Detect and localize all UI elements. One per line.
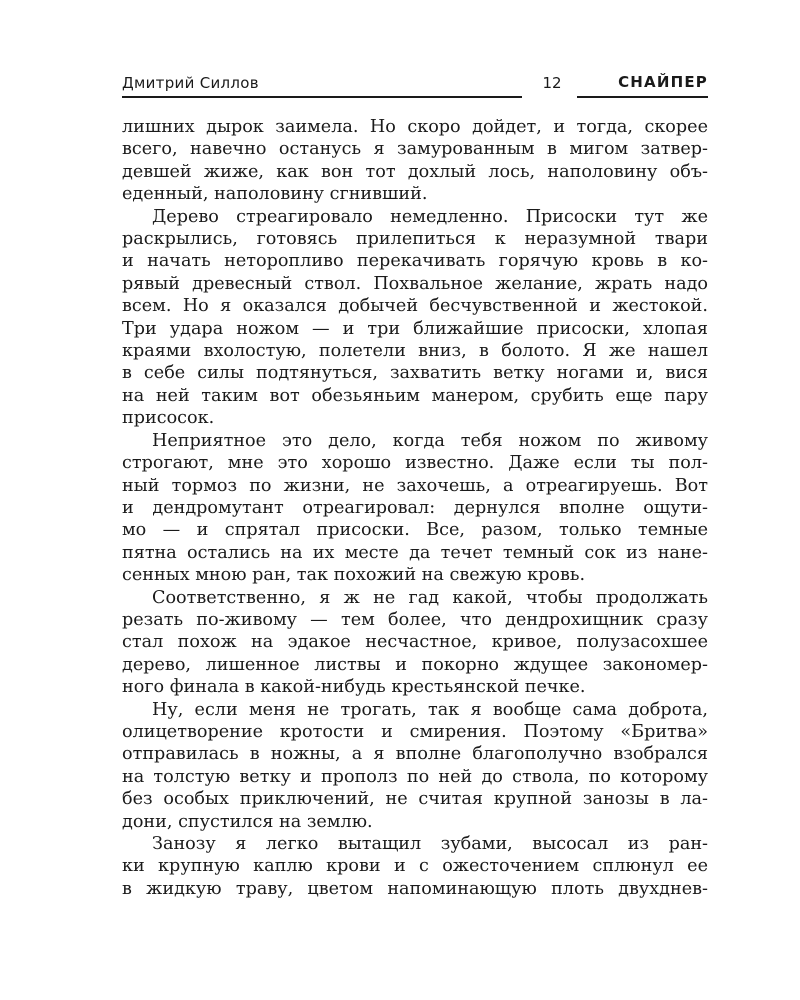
text-line: пятна остались на их месте да течет темный сок из нане- [122, 542, 708, 563]
text-line: присосок. [122, 408, 215, 429]
page-number: 12 [542, 74, 562, 92]
text-line: стал похож на эдакое несчастное, кривое, полузасохшее [122, 632, 708, 653]
text-line: в жидкую траву, цветом напоминающую плоть двухднев- [122, 878, 708, 899]
text-line: дерево, лишенное листвы и покорно ждущее закономер- [122, 654, 708, 675]
text-line: в себе силы подтянуться, захватить ветку ногами и, вися [122, 363, 708, 384]
body-text [122, 116, 708, 900]
text-line: Занозу я легко вытащил зубами, высосал из ран- [152, 834, 708, 854]
text-line: строгают, мне это хорошо известно. Даже если ты пол- [122, 453, 708, 474]
text-line: лишних дырок заимела. Но скоро дойдет, и тогда, скорее [122, 117, 708, 137]
text-line: и дендромутант отреагировал: дернулся вполне ощути- [122, 497, 708, 518]
text-line: Соответственно, я ж не гад какой, чтобы продолжать [152, 587, 708, 608]
text-line: отправилась в ножны, а я вполне благополучно взобрался [122, 744, 708, 765]
text-line: раскрылись, готовясь прилепиться к неразумной твари [122, 229, 708, 250]
text-line: краями вхолостую, полетели вниз, в болото. Я же нашел [122, 341, 708, 362]
text-line: олицетворение кротости и смирения. Поэтому «Бритва» [122, 721, 708, 742]
text-line: дони, спустился на землю. [122, 811, 373, 832]
text-line: ный тормоз по жизни, не захочешь, а отреагируешь. Вот [122, 475, 708, 496]
header-rule-right [577, 96, 708, 98]
text-line: ки крупную каплю крови и с ожесточением сплюнул ее [122, 856, 708, 877]
text-line: Три удара ножом — и три ближайшие присоски, хлопая [122, 318, 708, 339]
text-line: Дерево стреагировало немедленно. Присоски тут же [152, 206, 708, 227]
text-line: сенных мною ран, так похожий на свежую кровь. [122, 565, 586, 586]
text-line: девшей жиже, как вон тот дохлый лось, наполовину объ- [122, 161, 708, 182]
text-line: еденный, наполовину сгнивший. [122, 184, 428, 205]
text-line: Ну, если меня не трогать, так я вообще сама доброта, [152, 699, 708, 720]
header-rule-left [122, 96, 522, 98]
text-line: без особых приключений, не считая крупной занозы в ла- [122, 789, 708, 810]
text-line: всего, навечно останусь я замурованным в мигом затвер- [122, 139, 708, 160]
running-title: СНАЙПЕР [618, 73, 708, 91]
text-line: всем. Но я оказался добычей бесчувственной и жестокой. [122, 296, 708, 317]
running-header [122, 66, 708, 98]
text-line: резать по-живому — тем более, что дендрохищник сразу [122, 609, 708, 630]
text-line: рявый древесный ствол. Похвальное желание, жрать надо [122, 273, 708, 294]
text-line: на толстую ветку и прополз по ней до ствола, по которому [122, 766, 708, 787]
text-line: на ней таким вот обезьяньим манером, срубить еще пару [122, 385, 708, 406]
running-author: Дмитрий Силлов [122, 74, 259, 92]
text-line: Неприятное это дело, когда тебя ножом по живому [152, 430, 708, 451]
text-line: и начать неторопливо перекачивать горячую кровь в ко- [122, 251, 708, 272]
text-line: ного финала в какой-нибудь крестьянской печке. [122, 677, 586, 698]
text-line: мо — и спрятал присоски. Все, разом, только темные [122, 520, 708, 541]
